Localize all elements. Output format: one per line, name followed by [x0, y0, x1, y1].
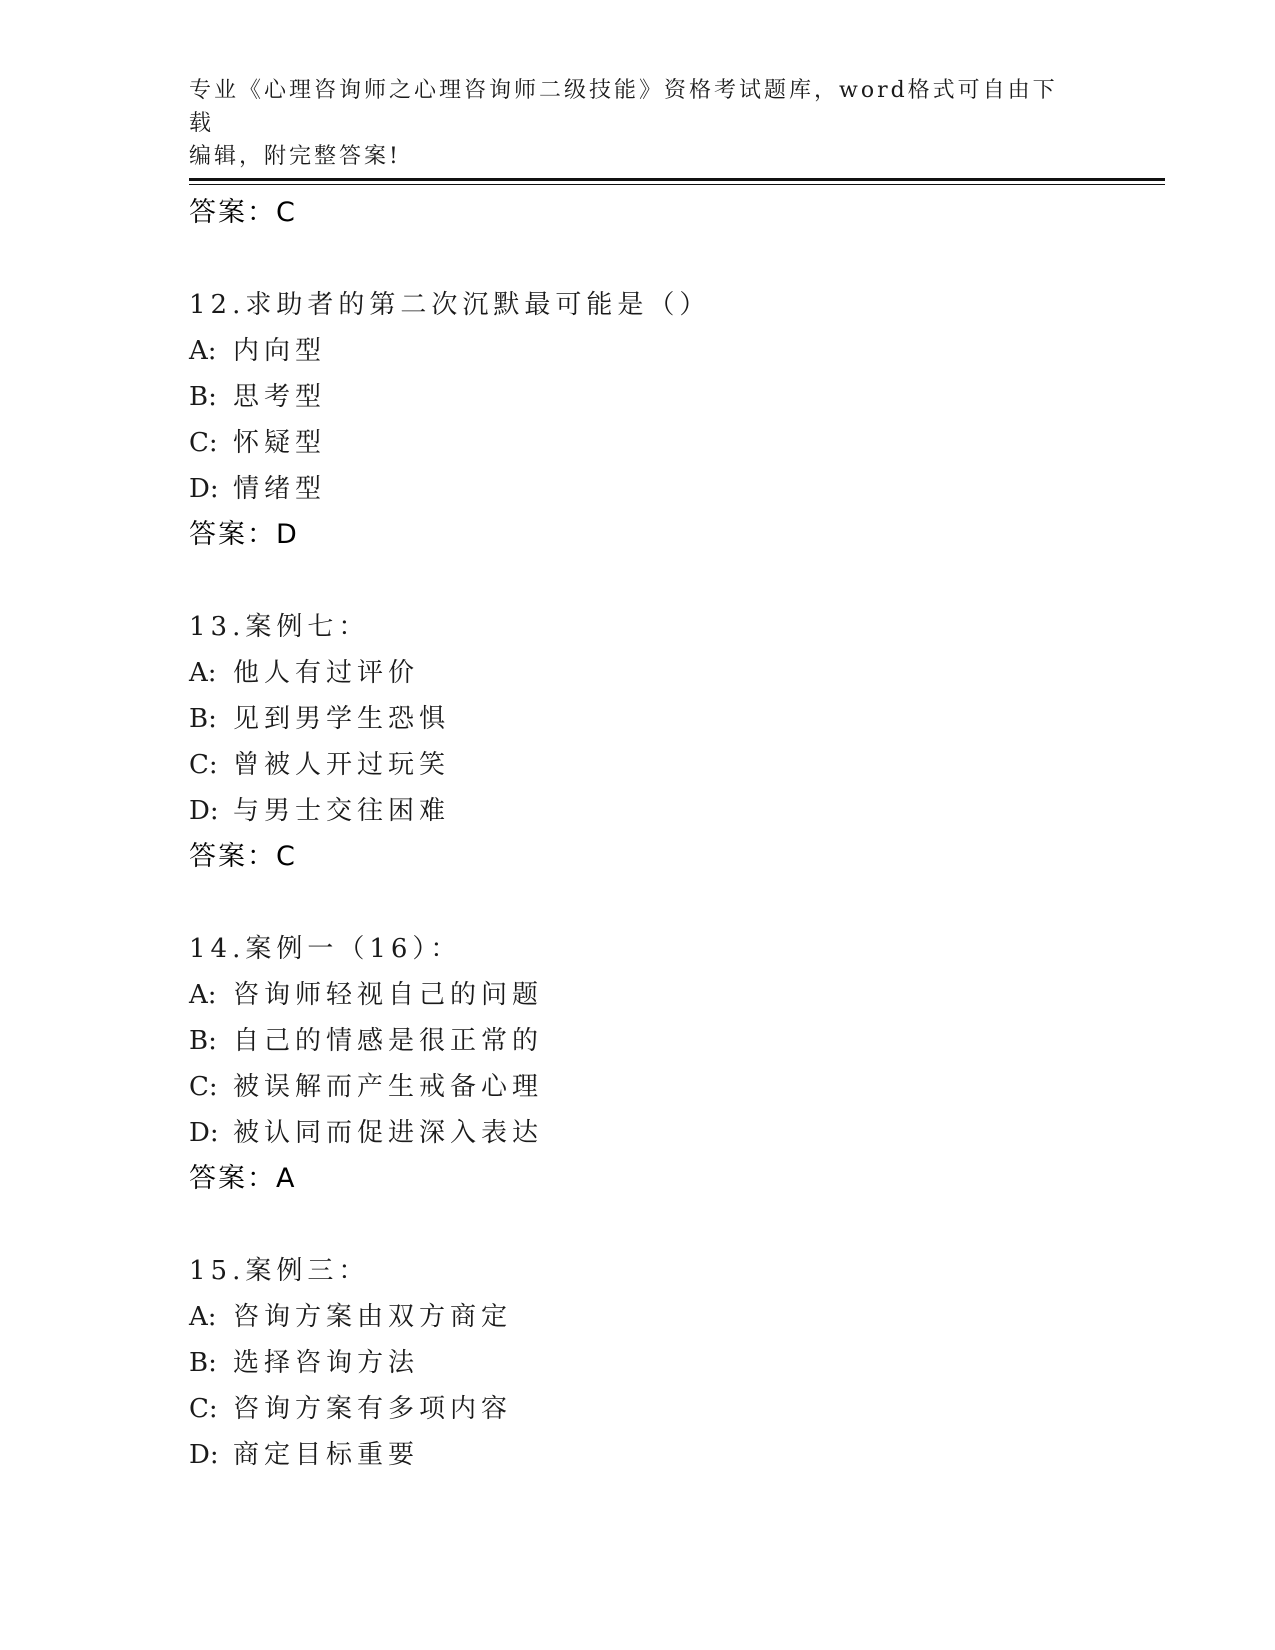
option-key: D:: [189, 1440, 219, 1470]
option-key: C:: [189, 1394, 218, 1424]
option-text: 与男士交往困难: [233, 796, 451, 826]
spacer: [189, 236, 1165, 282]
option-c: [189, 742, 1165, 788]
answer-line: 答案：D: [189, 519, 299, 550]
option-key: A:: [189, 336, 217, 366]
option-a: [189, 650, 1165, 696]
option-key: A:: [189, 658, 217, 688]
question-14: [189, 926, 1165, 1202]
option-key: C:: [189, 1072, 218, 1102]
document-header: [189, 74, 1069, 173]
answer-line: 答案：C: [189, 841, 297, 872]
option-text: 怀疑型: [233, 428, 327, 458]
option-key: D:: [189, 474, 219, 504]
question-15: [189, 1248, 1165, 1478]
option-c: [189, 420, 1165, 466]
answer-line: 答案：A: [189, 1163, 297, 1194]
option-b: [189, 1340, 1165, 1386]
spacer: [189, 1202, 1165, 1248]
option-text: 见到男学生恐惧: [233, 704, 451, 734]
option-b: [189, 1018, 1165, 1064]
option-text: 思考型: [233, 382, 327, 412]
option-a: [189, 972, 1165, 1018]
option-text: 情绪型: [233, 474, 327, 504]
option-text: 被误解而产生戒备心理: [233, 1072, 544, 1102]
option-key: D:: [189, 796, 219, 826]
question-stem: 15.案例三：: [189, 1256, 370, 1286]
option-b: [189, 374, 1165, 420]
option-key: A:: [189, 980, 217, 1010]
option-b: [189, 696, 1165, 742]
option-a: [189, 1294, 1165, 1340]
option-text: 咨询方案有多项内容: [233, 1394, 513, 1424]
option-text: 被认同而促进深入表达: [233, 1118, 544, 1148]
option-d: [189, 788, 1165, 834]
option-d: [189, 1110, 1165, 1156]
spacer: [189, 558, 1165, 604]
question-list: [189, 190, 1165, 1478]
option-a: [189, 328, 1165, 374]
question-stem: 12.求助者的第二次沉默最可能是（）: [189, 290, 711, 320]
option-key: C:: [189, 428, 218, 458]
header-divider-thin: [189, 184, 1165, 185]
header-line-1: 专业《心理咨询师之心理咨询师二级技能》资格考试题库，word格式可自由下载: [189, 78, 1058, 136]
option-text: 他人有过评价: [233, 658, 420, 688]
option-key: D:: [189, 1118, 219, 1148]
option-c: [189, 1064, 1165, 1110]
option-key: B:: [189, 1348, 217, 1378]
option-text: 咨询方案由双方商定: [233, 1302, 513, 1332]
option-text: 咨询师轻视自己的问题: [233, 980, 544, 1010]
option-key: A:: [189, 1302, 217, 1332]
header-divider-thick: [189, 178, 1165, 181]
option-text: 商定目标重要: [233, 1440, 420, 1470]
option-key: B:: [189, 1026, 217, 1056]
question-12: [189, 282, 1165, 558]
spacer: [189, 880, 1165, 926]
question-13: [189, 604, 1165, 880]
question-stem: 14.案例一（16）：: [189, 934, 462, 964]
question-stem: 13.案例七：: [189, 612, 370, 642]
option-d: [189, 1432, 1165, 1478]
option-text: 内向型: [233, 336, 327, 366]
header-line-2: 编辑，附完整答案!: [189, 144, 401, 169]
option-key: B:: [189, 382, 217, 412]
option-c: [189, 1386, 1165, 1432]
option-key: C:: [189, 750, 218, 780]
option-key: B:: [189, 704, 217, 734]
option-text: 曾被人开过玩笑: [233, 750, 451, 780]
option-text: 选择咨询方法: [233, 1348, 420, 1378]
option-text: 自己的情感是很正常的: [233, 1026, 544, 1056]
answer-line-q11: 答案：C: [189, 197, 297, 228]
option-d: [189, 466, 1165, 512]
